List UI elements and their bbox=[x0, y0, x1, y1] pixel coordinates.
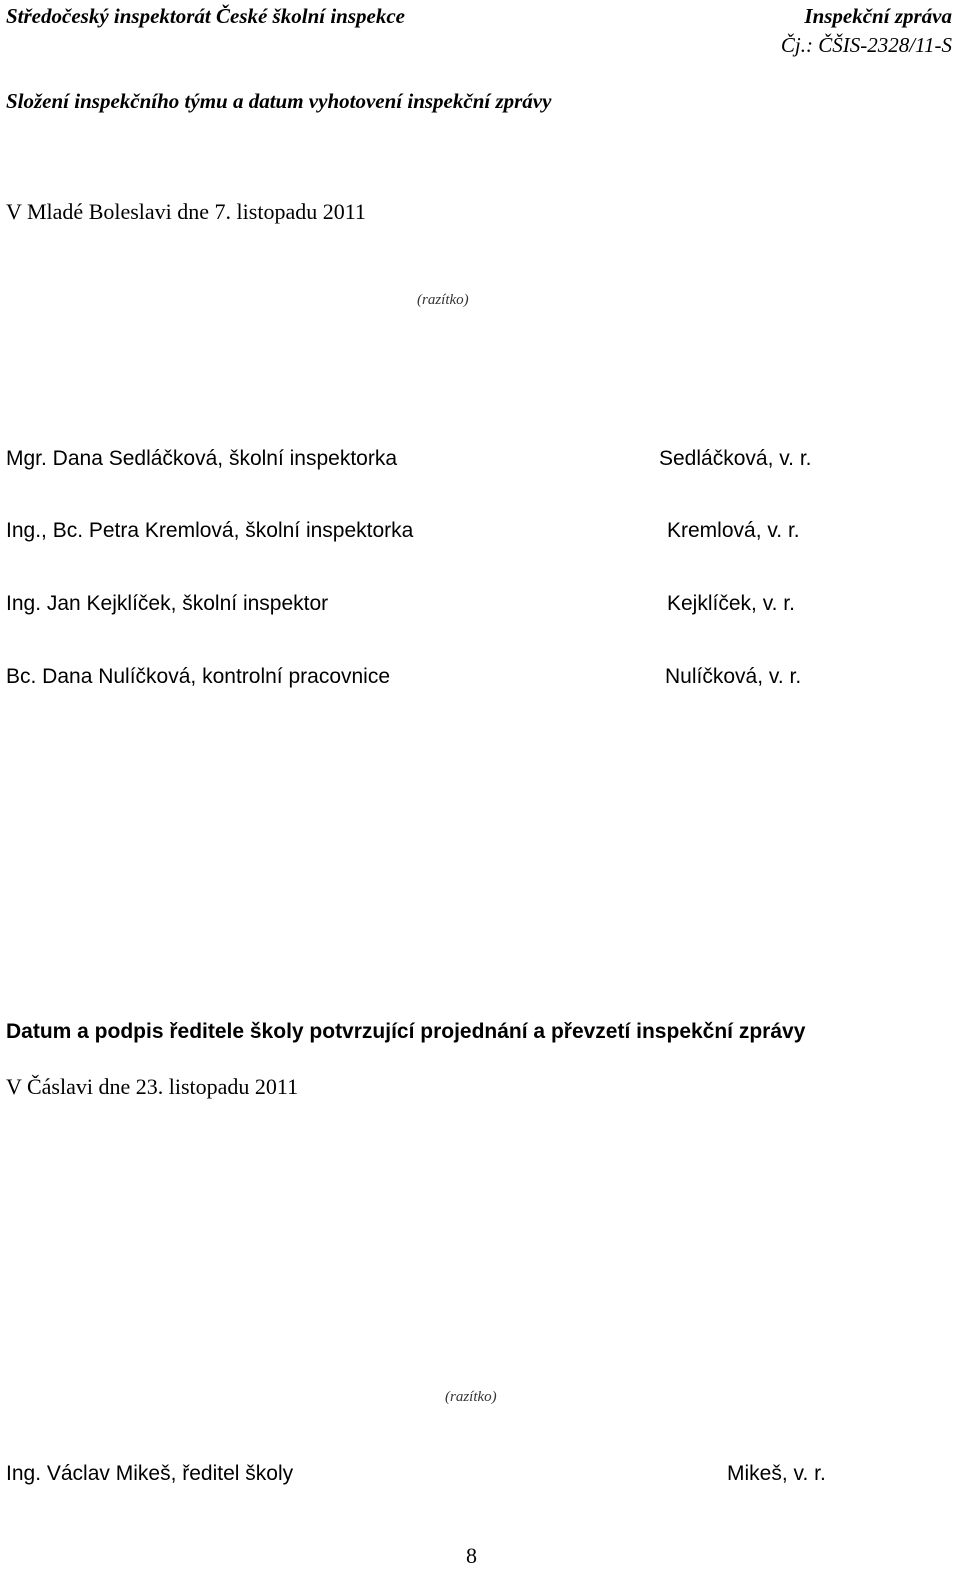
team-section-heading: Složení inspekčního týmu a datum vyhotovení inspekční zprávy bbox=[6, 89, 552, 113]
director-section-heading: Datum a podpis ředitele školy potvrzující projednání a převzetí inspekční zprávy bbox=[6, 1020, 806, 1043]
header-reference-number: Čj.: ČŠIS-2328/11-S bbox=[780, 33, 952, 57]
director-stamp-placeholder: (razítko) bbox=[445, 1389, 497, 1405]
team-place-date: V Mladé Boleslavi dne 7. listopadu 2011 bbox=[6, 199, 366, 224]
team-member-name: Ing., Bc. Petra Kremlová, školní inspektorka bbox=[6, 519, 414, 542]
header-inspectorate: Středočeský inspektorát České školní inspekce bbox=[6, 4, 405, 28]
team-stamp-placeholder: (razítko) bbox=[417, 292, 469, 308]
page-number: 8 bbox=[466, 1543, 477, 1568]
team-member-signature: Kejklíček, v. r. bbox=[667, 592, 795, 615]
director-place-date: V Čáslavi dne 23. listopadu 2011 bbox=[6, 1074, 299, 1099]
team-member-signature: Nulíčková, v. r. bbox=[665, 665, 802, 688]
team-member-signature: Sedláčková, v. r. bbox=[659, 447, 812, 470]
director-name: Ing. Václav Mikeš, ředitel školy bbox=[6, 1462, 294, 1485]
director-signature: Mikeš, v. r. bbox=[727, 1462, 826, 1485]
team-member-signature: Kremlová, v. r. bbox=[667, 519, 800, 542]
header-report-title: Inspekční zpráva bbox=[804, 4, 952, 28]
team-member-name: Mgr. Dana Sedláčková, školní inspektorka bbox=[6, 447, 398, 470]
team-member-name: Bc. Dana Nulíčková, kontrolní pracovnice bbox=[6, 665, 391, 688]
team-member-name: Ing. Jan Kejklíček, školní inspektor bbox=[6, 592, 329, 615]
